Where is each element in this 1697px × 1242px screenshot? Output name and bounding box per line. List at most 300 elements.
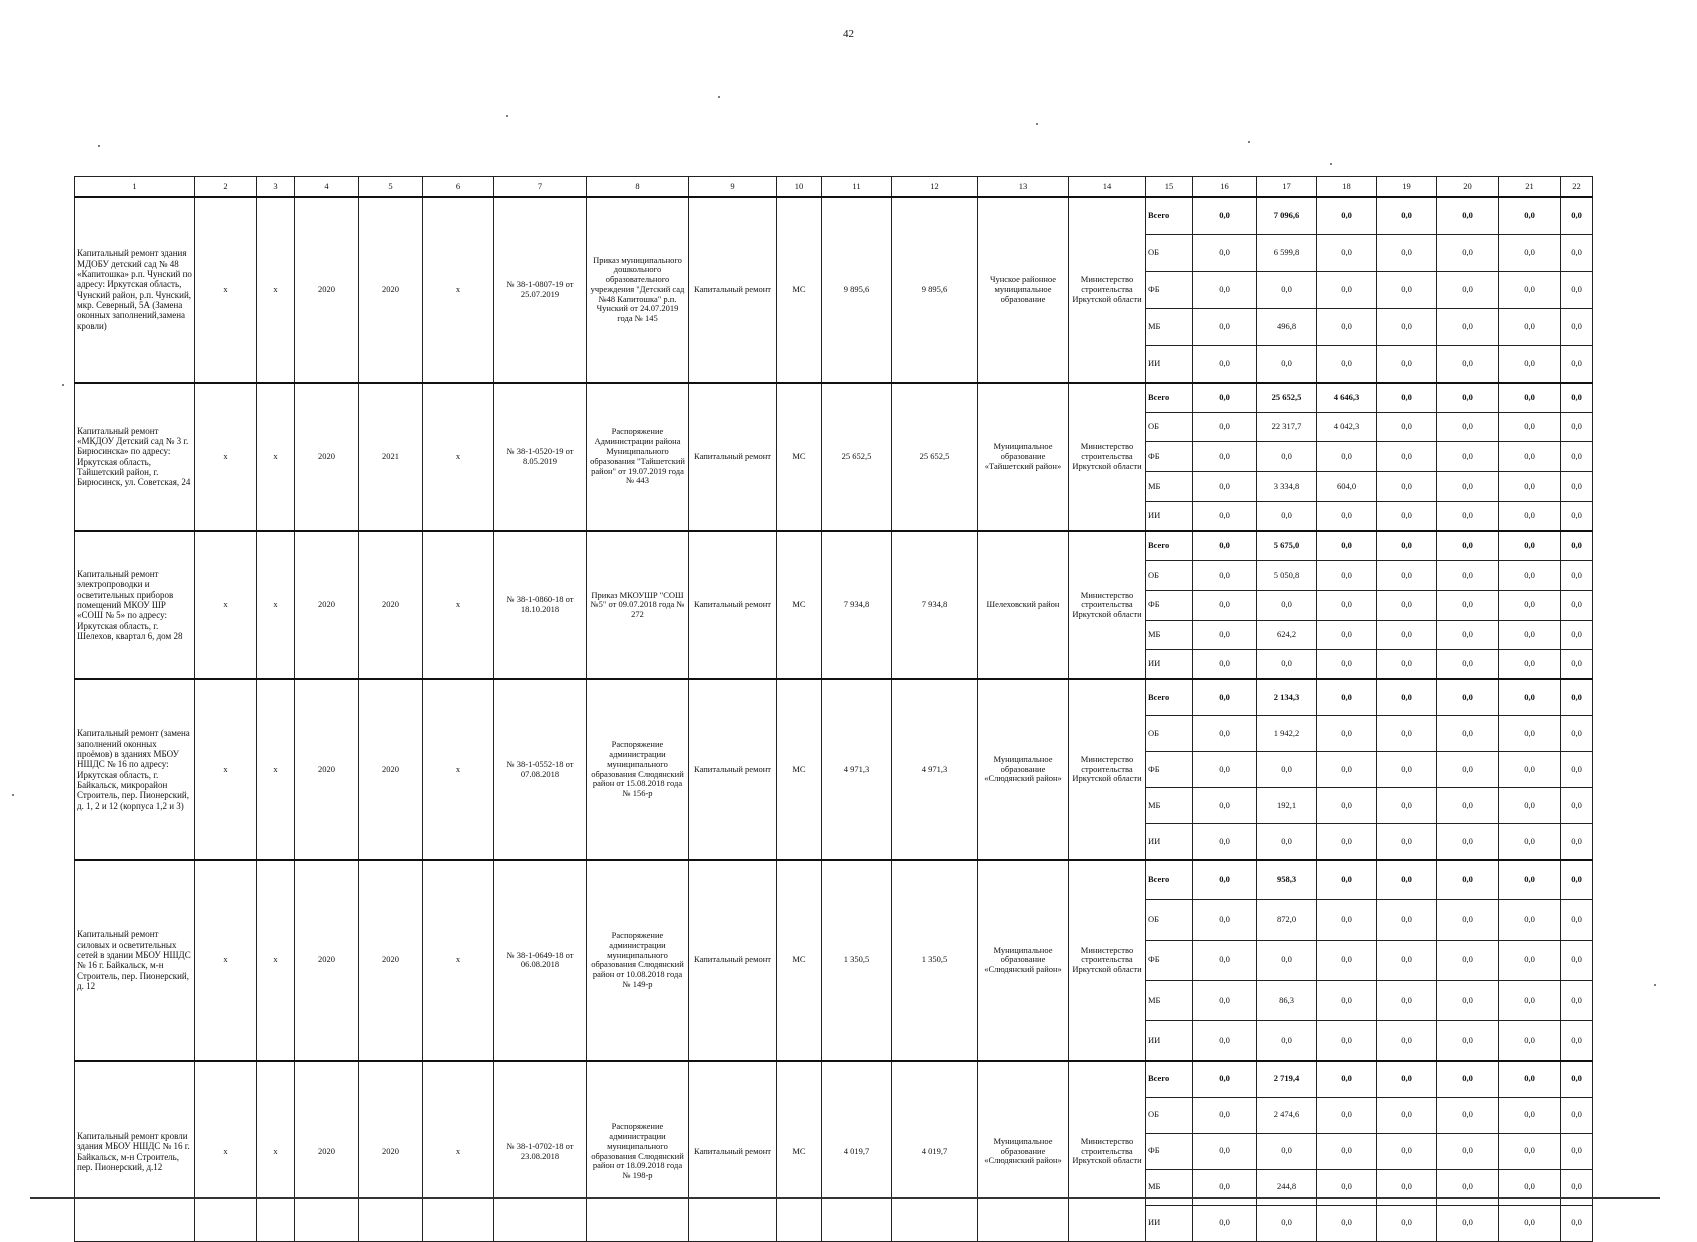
funding-source-label: ОБ: [1146, 561, 1193, 591]
municipality-cell: Чунское районное муниципальное образование: [978, 197, 1069, 383]
col-3-cell: х: [257, 679, 295, 859]
amount-cell: 0,0: [1317, 1021, 1377, 1061]
amount-cell: 0,0: [1437, 590, 1499, 620]
funding-source-label: Всего: [1146, 531, 1193, 561]
amount-cell: 0,0: [1437, 860, 1499, 900]
amount-cell: 0,0: [1437, 345, 1499, 382]
expertise-number-cell: № 38-1-0552-18 от 07.08.2018: [494, 679, 587, 859]
amount-cell: 0,0: [1257, 1133, 1317, 1169]
amount-cell: 0,0: [1499, 590, 1561, 620]
object-name-cell: Капитальный ремонт «МКДОУ Детский сад № 3 г. Бирюсинска» по адресу: Иркутская область, Тайшетский район, г. Бирюсинск, ул. Советская, 24: [75, 383, 195, 531]
amount-cell: 0,0: [1193, 650, 1257, 680]
column-header: 3: [257, 177, 295, 198]
amount-cell: 0,0: [1317, 345, 1377, 382]
amount-cell: 0,0: [1193, 788, 1257, 824]
amount-cell: 0,0: [1193, 1021, 1257, 1061]
amount-cell: 0,0: [1499, 1061, 1561, 1097]
col-6-cell: х: [423, 1061, 494, 1241]
col-5-cell: 2020: [359, 1061, 423, 1241]
col-3-cell: х: [257, 1061, 295, 1241]
funding-source-label: ОБ: [1146, 412, 1193, 442]
amount-cell: 0,0: [1499, 900, 1561, 940]
amount-cell: 0,0: [1437, 501, 1499, 531]
col-2-cell: х: [195, 531, 257, 679]
amount-cell: 0,0: [1193, 197, 1257, 234]
amount-cell: 22 317,7: [1257, 412, 1317, 442]
amount-cell: 0,0: [1437, 900, 1499, 940]
amount-cell: 0,0: [1317, 308, 1377, 345]
amount-cell: 0,0: [1561, 308, 1593, 345]
amount-cell: 0,0: [1317, 620, 1377, 650]
amount-cell: 0,0: [1499, 1021, 1561, 1061]
funding-source-label: МБ: [1146, 788, 1193, 824]
column-header: 2: [195, 177, 257, 198]
amount-cell: 0,0: [1561, 788, 1593, 824]
remaining-cost-cell: 4 019,7: [892, 1061, 978, 1241]
amount-cell: 0,0: [1561, 383, 1593, 413]
funding-source-label: ФБ: [1146, 940, 1193, 980]
col-3-cell: х: [257, 531, 295, 679]
amount-cell: 0,0: [1377, 650, 1437, 680]
amount-cell: 0,0: [1193, 345, 1257, 382]
col-10-cell: МС: [777, 197, 822, 383]
scan-speck: [1248, 141, 1250, 143]
work-type-cell: Капитальный ремонт: [689, 1061, 777, 1241]
scan-speck: [62, 384, 64, 386]
funding-source-label: Всего: [1146, 860, 1193, 900]
col-6-cell: х: [423, 679, 494, 859]
amount-cell: 0,0: [1499, 1205, 1561, 1241]
amount-cell: 0,0: [1377, 472, 1437, 502]
amount-cell: 0,0: [1499, 383, 1561, 413]
col-10-cell: МС: [777, 860, 822, 1061]
expertise-number-cell: № 38-1-0807-19 от 25.07.2019: [494, 197, 587, 383]
column-header: 7: [494, 177, 587, 198]
column-header: 17: [1257, 177, 1317, 198]
col-4-cell: 2020: [295, 679, 359, 859]
amount-cell: 0,0: [1499, 197, 1561, 234]
amount-cell: 25 652,5: [1257, 383, 1317, 413]
col-6-cell: х: [423, 860, 494, 1061]
col-5-cell: 2021: [359, 383, 423, 531]
scan-speck: [1330, 163, 1332, 165]
amount-cell: 0,0: [1193, 561, 1257, 591]
basis-document-cell: Приказ муниципального дошкольного образовательного учреждения "Детский сад №48 Капитошка" р.п. Чунский от 24.07.2019 года № 145: [587, 197, 689, 383]
amount-cell: 0,0: [1437, 788, 1499, 824]
column-header: 16: [1193, 177, 1257, 198]
amount-cell: 0,0: [1499, 824, 1561, 860]
amount-cell: 0,0: [1499, 442, 1561, 472]
column-header: 8: [587, 177, 689, 198]
amount-cell: 0,0: [1377, 900, 1437, 940]
amount-cell: 2 134,3: [1257, 679, 1317, 715]
amount-cell: 5 050,8: [1257, 561, 1317, 591]
amount-cell: 0,0: [1377, 531, 1437, 561]
amount-cell: 0,0: [1193, 1133, 1257, 1169]
amount-cell: 0,0: [1437, 531, 1499, 561]
col-3-cell: х: [257, 383, 295, 531]
amount-cell: 0,0: [1377, 752, 1437, 788]
scan-speck: [12, 794, 14, 796]
object-name-cell: Капитальный ремонт (замена заполнений оконных проёмов) в зданиях МБОУ НШДС № 16 по адресу: Иркутская область, г. Байкальск, микрорайон Строитель, пер. Пионерский, д. 1, 2 и 12 (корпуса 1,2 и 3): [75, 679, 195, 859]
col-3-cell: х: [257, 860, 295, 1061]
funding-source-label: ОБ: [1146, 1097, 1193, 1133]
work-type-cell: Капитальный ремонт: [689, 197, 777, 383]
amount-cell: 0,0: [1193, 308, 1257, 345]
amount-cell: 0,0: [1377, 1021, 1437, 1061]
amount-cell: 0,0: [1317, 752, 1377, 788]
funding-source-label: ИИ: [1146, 501, 1193, 531]
column-header: 4: [295, 177, 359, 198]
amount-cell: 0,0: [1437, 197, 1499, 234]
amount-cell: 0,0: [1561, 1133, 1593, 1169]
amount-cell: 0,0: [1437, 472, 1499, 502]
funding-source-label: ИИ: [1146, 650, 1193, 680]
scan-speck: [1654, 984, 1656, 986]
customer-cell: Министерство строительства Иркутской области: [1069, 1061, 1146, 1241]
col-10-cell: МС: [777, 1061, 822, 1241]
amount-cell: 0,0: [1561, 1097, 1593, 1133]
amount-cell: 0,0: [1499, 412, 1561, 442]
amount-cell: 0,0: [1193, 940, 1257, 980]
customer-cell: Министерство строительства Иркутской области: [1069, 531, 1146, 679]
amount-cell: 0,0: [1377, 860, 1437, 900]
amount-cell: 0,0: [1437, 1133, 1499, 1169]
amount-cell: 0,0: [1561, 1169, 1593, 1205]
col-5-cell: 2020: [359, 531, 423, 679]
amount-cell: 0,0: [1377, 234, 1437, 271]
amount-cell: 0,0: [1499, 561, 1561, 591]
funding-source-label: ФБ: [1146, 271, 1193, 308]
col-5-cell: 2020: [359, 860, 423, 1061]
amount-cell: 0,0: [1499, 308, 1561, 345]
amount-cell: 5 675,0: [1257, 531, 1317, 561]
scan-edge-line: [30, 1197, 1660, 1199]
amount-cell: 0,0: [1317, 650, 1377, 680]
amount-cell: 0,0: [1193, 981, 1257, 1021]
customer-cell: Министерство строительства Иркутской области: [1069, 679, 1146, 859]
scan-speck: [506, 115, 508, 117]
amount-cell: 0,0: [1257, 752, 1317, 788]
table-row: [75, 679, 1593, 715]
amount-cell: 0,0: [1377, 501, 1437, 531]
amount-cell: 0,0: [1193, 900, 1257, 940]
amount-cell: 0,0: [1499, 234, 1561, 271]
amount-cell: 0,0: [1561, 472, 1593, 502]
municipality-cell: Муниципальное образование «Тайшетский район»: [978, 383, 1069, 531]
customer-cell: Министерство строительства Иркутской области: [1069, 860, 1146, 1061]
funding-source-label: Всего: [1146, 1061, 1193, 1097]
amount-cell: 0,0: [1193, 1169, 1257, 1205]
amount-cell: 0,0: [1377, 824, 1437, 860]
object-name-cell: Капитальный ремонт кровли здания МБОУ НШДС № 16 г. Байкальск, м-н Строитель, пер. Пионерский, д.12: [75, 1061, 195, 1241]
amount-cell: 0,0: [1377, 561, 1437, 591]
amount-cell: 244,8: [1257, 1169, 1317, 1205]
amount-cell: 0,0: [1561, 715, 1593, 751]
amount-cell: 0,0: [1377, 1061, 1437, 1097]
amount-cell: 0,0: [1377, 1205, 1437, 1241]
customer-cell: Министерство строительства Иркутской области: [1069, 383, 1146, 531]
col-3-cell: х: [257, 197, 295, 383]
amount-cell: 2 719,4: [1257, 1061, 1317, 1097]
amount-cell: 0,0: [1377, 383, 1437, 413]
amount-cell: 0,0: [1257, 345, 1317, 382]
amount-cell: 4 042,3: [1317, 412, 1377, 442]
amount-cell: 0,0: [1499, 981, 1561, 1021]
amount-cell: 0,0: [1193, 472, 1257, 502]
amount-cell: 0,0: [1377, 620, 1437, 650]
amount-cell: 0,0: [1193, 679, 1257, 715]
amount-cell: 0,0: [1377, 1097, 1437, 1133]
amount-cell: 0,0: [1193, 1097, 1257, 1133]
amount-cell: 0,0: [1377, 442, 1437, 472]
amount-cell: 0,0: [1437, 1205, 1499, 1241]
amount-cell: 0,0: [1317, 940, 1377, 980]
amount-cell: 0,0: [1561, 1021, 1593, 1061]
amount-cell: 86,3: [1257, 981, 1317, 1021]
amount-cell: 0,0: [1499, 501, 1561, 531]
amount-cell: 0,0: [1561, 531, 1593, 561]
amount-cell: 7 096,6: [1257, 197, 1317, 234]
amount-cell: 6 599,8: [1257, 234, 1317, 271]
amount-cell: 604,0: [1317, 472, 1377, 502]
basis-document-cell: Распоряжение администрации муниципального образования Слюдянский район от 18.09.2018 года № 198-р: [587, 1061, 689, 1241]
amount-cell: 0,0: [1257, 650, 1317, 680]
table-row: [75, 383, 1593, 413]
expertise-number-cell: № 38-1-0649-18 от 06.08.2018: [494, 860, 587, 1061]
amount-cell: 0,0: [1193, 1205, 1257, 1241]
amount-cell: 0,0: [1499, 788, 1561, 824]
municipality-cell: Муниципальное образование «Слюдянский район»: [978, 679, 1069, 859]
amount-cell: 0,0: [1317, 271, 1377, 308]
col-10-cell: МС: [777, 531, 822, 679]
amount-cell: 0,0: [1317, 1061, 1377, 1097]
estimated-cost-cell: 4 019,7: [822, 1061, 892, 1241]
amount-cell: 0,0: [1377, 679, 1437, 715]
amount-cell: 0,0: [1561, 981, 1593, 1021]
amount-cell: 0,0: [1377, 715, 1437, 751]
municipality-cell: Шелеховский район: [978, 531, 1069, 679]
col-2-cell: х: [195, 383, 257, 531]
amount-cell: 0,0: [1499, 860, 1561, 900]
remaining-cost-cell: 25 652,5: [892, 383, 978, 531]
amount-cell: 0,0: [1257, 501, 1317, 531]
amount-cell: 958,3: [1257, 860, 1317, 900]
amount-cell: 0,0: [1437, 383, 1499, 413]
amount-cell: 0,0: [1377, 590, 1437, 620]
column-header: 14: [1069, 177, 1146, 198]
remaining-cost-cell: 4 971,3: [892, 679, 978, 859]
amount-cell: 0,0: [1561, 442, 1593, 472]
column-header: 18: [1317, 177, 1377, 198]
amount-cell: 0,0: [1317, 1169, 1377, 1205]
column-header: 1: [75, 177, 195, 198]
amount-cell: 0,0: [1561, 824, 1593, 860]
amount-cell: 0,0: [1377, 271, 1437, 308]
amount-cell: 0,0: [1317, 234, 1377, 271]
amount-cell: 0,0: [1437, 620, 1499, 650]
amount-cell: 624,2: [1257, 620, 1317, 650]
capital-repair-table: [74, 176, 1593, 1242]
col-4-cell: 2020: [295, 1061, 359, 1241]
amount-cell: 1 942,2: [1257, 715, 1317, 751]
remaining-cost-cell: 9 895,6: [892, 197, 978, 383]
amount-cell: 0,0: [1317, 788, 1377, 824]
funding-source-label: Всего: [1146, 383, 1193, 413]
amount-cell: 0,0: [1193, 824, 1257, 860]
object-name-cell: Капитальный ремонт электропроводки и осветительных приборов помещений МКОУ ШР «СОШ № 5» по адресу: Иркутская область, г. Шелехов, квартал 6, дом 28: [75, 531, 195, 679]
expertise-number-cell: № 38-1-0702-18 от 23.08.2018: [494, 1061, 587, 1241]
amount-cell: 0,0: [1317, 501, 1377, 531]
estimated-cost-cell: 9 895,6: [822, 197, 892, 383]
col-6-cell: х: [423, 197, 494, 383]
amount-cell: 0,0: [1499, 940, 1561, 980]
funding-source-label: ФБ: [1146, 752, 1193, 788]
amount-cell: 0,0: [1377, 981, 1437, 1021]
amount-cell: 0,0: [1499, 679, 1561, 715]
col-4-cell: 2020: [295, 860, 359, 1061]
object-name-cell: Капитальный ремонт силовых и осветительных сетей в здании МБОУ НШДС № 16 г. Байкальск, м-н Строитель, пер. Пионерский, д. 12: [75, 860, 195, 1061]
estimated-cost-cell: 1 350,5: [822, 860, 892, 1061]
amount-cell: 0,0: [1193, 383, 1257, 413]
amount-cell: 0,0: [1317, 590, 1377, 620]
column-header: 12: [892, 177, 978, 198]
amount-cell: 0,0: [1499, 1169, 1561, 1205]
table-row: [75, 531, 1593, 561]
amount-cell: 0,0: [1437, 752, 1499, 788]
amount-cell: 0,0: [1561, 900, 1593, 940]
amount-cell: 0,0: [1499, 1133, 1561, 1169]
funding-source-label: ИИ: [1146, 345, 1193, 382]
amount-cell: 0,0: [1437, 715, 1499, 751]
amount-cell: 0,0: [1317, 1133, 1377, 1169]
amount-cell: 0,0: [1437, 1169, 1499, 1205]
amount-cell: 0,0: [1437, 679, 1499, 715]
amount-cell: 0,0: [1437, 308, 1499, 345]
column-header: 6: [423, 177, 494, 198]
amount-cell: 0,0: [1437, 271, 1499, 308]
amount-cell: 0,0: [1561, 412, 1593, 442]
amount-cell: 0,0: [1561, 197, 1593, 234]
amount-cell: 496,8: [1257, 308, 1317, 345]
amount-cell: 0,0: [1437, 1061, 1499, 1097]
amount-cell: 4 646,3: [1317, 383, 1377, 413]
estimated-cost-cell: 25 652,5: [822, 383, 892, 531]
amount-cell: 0,0: [1561, 860, 1593, 900]
amount-cell: 0,0: [1317, 197, 1377, 234]
amount-cell: 0,0: [1317, 442, 1377, 472]
col-2-cell: х: [195, 860, 257, 1061]
column-header: 20: [1437, 177, 1499, 198]
amount-cell: 0,0: [1561, 940, 1593, 980]
column-header: 21: [1499, 177, 1561, 198]
funding-source-label: ОБ: [1146, 234, 1193, 271]
funding-source-label: ИИ: [1146, 824, 1193, 860]
amount-cell: 0,0: [1499, 472, 1561, 502]
amount-cell: 0,0: [1257, 1205, 1317, 1241]
amount-cell: 0,0: [1377, 940, 1437, 980]
amount-cell: 0,0: [1561, 345, 1593, 382]
column-header: 22: [1561, 177, 1593, 198]
amount-cell: 0,0: [1257, 442, 1317, 472]
work-type-cell: Капитальный ремонт: [689, 860, 777, 1061]
amount-cell: 0,0: [1561, 234, 1593, 271]
amount-cell: 0,0: [1437, 940, 1499, 980]
amount-cell: 0,0: [1561, 1205, 1593, 1241]
amount-cell: 0,0: [1561, 1061, 1593, 1097]
amount-cell: 0,0: [1561, 561, 1593, 591]
column-header: 13: [978, 177, 1069, 198]
funding-source-label: ФБ: [1146, 590, 1193, 620]
column-header: 10: [777, 177, 822, 198]
funding-source-label: ИИ: [1146, 1205, 1193, 1241]
work-type-cell: Капитальный ремонт: [689, 383, 777, 531]
object-name-cell: Капитальный ремонт здания МДОБУ детский сад № 48 «Капитошка» р.п. Чунский по адресу: Иркутская область, Чунский район, р.п. Чунский, мкр. Северный, 5А (Замена оконных заполнений,замена кровли): [75, 197, 195, 383]
amount-cell: 0,0: [1193, 715, 1257, 751]
funding-source-label: МБ: [1146, 620, 1193, 650]
amount-cell: 0,0: [1193, 271, 1257, 308]
scan-speck: [718, 96, 720, 98]
municipality-cell: Муниципальное образование «Слюдянский район»: [978, 860, 1069, 1061]
amount-cell: 0,0: [1317, 1097, 1377, 1133]
amount-cell: 0,0: [1257, 824, 1317, 860]
amount-cell: 0,0: [1499, 531, 1561, 561]
amount-cell: 0,0: [1437, 824, 1499, 860]
basis-document-cell: Распоряжение администрации муниципального образования Слюдянский район от 15.08.2018 года № 156-р: [587, 679, 689, 859]
amount-cell: 0,0: [1561, 590, 1593, 620]
amount-cell: 3 334,8: [1257, 472, 1317, 502]
amount-cell: 0,0: [1317, 715, 1377, 751]
amount-cell: 0,0: [1499, 650, 1561, 680]
funding-source-label: ОБ: [1146, 900, 1193, 940]
table-row: [75, 1061, 1593, 1097]
amount-cell: 0,0: [1193, 531, 1257, 561]
amount-cell: 0,0: [1377, 1169, 1437, 1205]
funding-source-label: ИИ: [1146, 1021, 1193, 1061]
remaining-cost-cell: 1 350,5: [892, 860, 978, 1061]
amount-cell: 0,0: [1317, 860, 1377, 900]
col-2-cell: х: [195, 1061, 257, 1241]
col-2-cell: х: [195, 679, 257, 859]
col-10-cell: МС: [777, 383, 822, 531]
amount-cell: 0,0: [1377, 345, 1437, 382]
funding-source-label: Всего: [1146, 197, 1193, 234]
estimated-cost-cell: 7 934,8: [822, 531, 892, 679]
column-number-row: [75, 177, 1593, 198]
col-4-cell: 2020: [295, 383, 359, 531]
amount-cell: 0,0: [1377, 197, 1437, 234]
amount-cell: 0,0: [1437, 1021, 1499, 1061]
amount-cell: 0,0: [1257, 271, 1317, 308]
amount-cell: 0,0: [1499, 1097, 1561, 1133]
table-row: [75, 197, 1593, 234]
amount-cell: 0,0: [1561, 620, 1593, 650]
funding-source-label: МБ: [1146, 1169, 1193, 1205]
col-6-cell: х: [423, 383, 494, 531]
amount-cell: 0,0: [1437, 234, 1499, 271]
customer-cell: Министерство строительства Иркутской области: [1069, 197, 1146, 383]
col-5-cell: 2020: [359, 197, 423, 383]
amount-cell: 0,0: [1377, 308, 1437, 345]
amount-cell: 0,0: [1437, 442, 1499, 472]
expertise-number-cell: № 38-1-0520-19 от 8.05.2019: [494, 383, 587, 531]
funding-source-label: ФБ: [1146, 1133, 1193, 1169]
funding-source-label: ОБ: [1146, 715, 1193, 751]
col-10-cell: МС: [777, 679, 822, 859]
funding-source-label: МБ: [1146, 308, 1193, 345]
amount-cell: 0,0: [1317, 824, 1377, 860]
amount-cell: 0,0: [1437, 650, 1499, 680]
